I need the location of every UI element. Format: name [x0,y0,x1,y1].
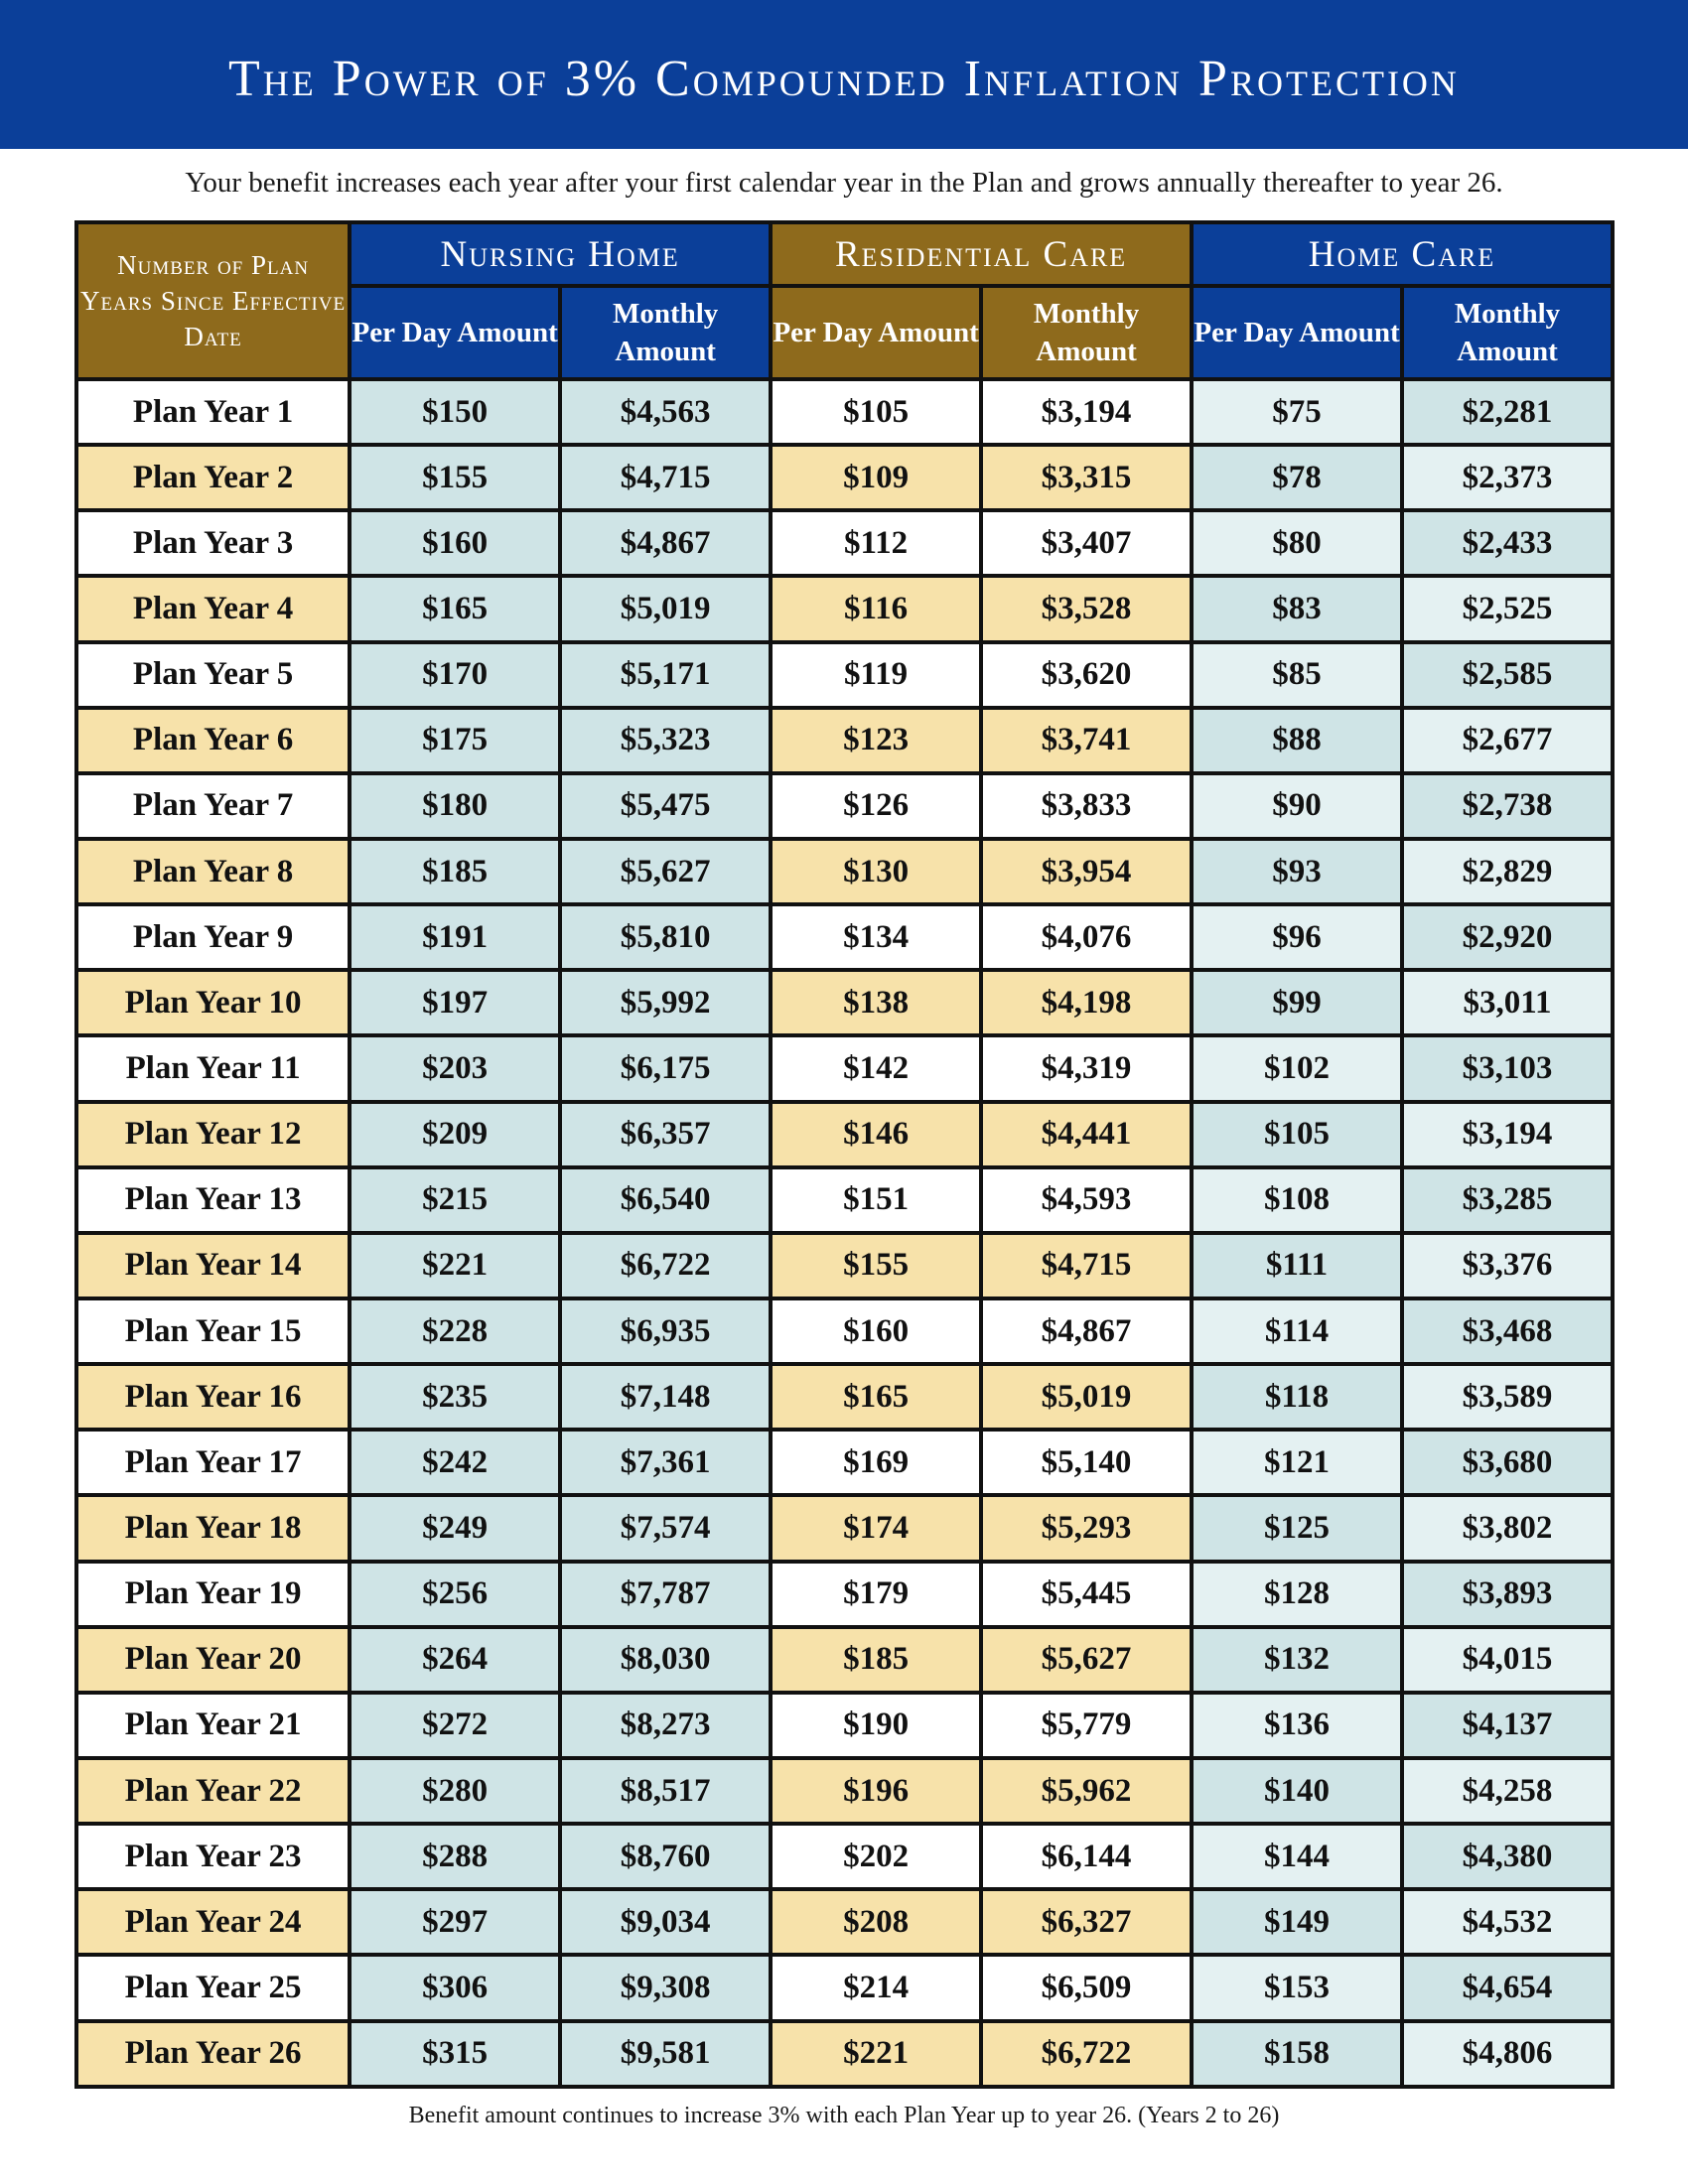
home-care-per-day-cell: $88 [1194,710,1400,771]
nursing-home-per-day-cell: $228 [352,1300,558,1362]
table-row [78,710,1611,771]
benefit-table [74,220,1615,2089]
nursing-home-per-day-cell: $221 [352,1235,558,1297]
nursing-home-monthly-cell: $8,030 [562,1629,769,1691]
plan-year-cell: Plan Year 23 [78,1826,348,1887]
residential-care-per-day-cell: $142 [773,1037,979,1099]
home-care-monthly-header: Monthly Amount [1404,288,1611,377]
table-row [78,1891,1611,1953]
home-care-per-day-cell: $132 [1194,1629,1400,1691]
plan-year-cell: Plan Year 24 [78,1891,348,1953]
home-care-monthly-cell: $4,258 [1404,1760,1611,1822]
residential-care-monthly-cell: $4,867 [983,1300,1190,1362]
nursing-home-monthly-cell: $4,563 [562,381,769,443]
home-care-per-day-header: Per Day Amount [1194,288,1400,377]
home-care-monthly-cell: $3,468 [1404,1300,1611,1362]
nursing-home-per-day-cell: $249 [352,1497,558,1559]
residential-care-per-day-cell: $112 [773,512,979,574]
page-title: The Power of 3% Compounded Inflation Protection [228,51,1460,107]
nursing-home-per-day-header: Per Day Amount [352,288,558,377]
home-care-monthly-cell: $3,103 [1404,1037,1611,1099]
home-care-monthly-cell: $3,589 [1404,1366,1611,1428]
nursing-home-per-day-cell: $160 [352,512,558,574]
residential-care-per-day-cell: $126 [773,775,979,837]
residential-care-monthly-cell: $5,627 [983,1629,1190,1691]
nursing-home-monthly-cell: $7,361 [562,1432,769,1493]
table-row [78,1169,1611,1231]
residential-care-per-day-cell: $105 [773,381,979,443]
residential-care-monthly-cell: $3,407 [983,512,1190,574]
nursing-home-monthly-cell: $7,574 [562,1497,769,1559]
nursing-home-per-day-cell: $288 [352,1826,558,1887]
residential-care-per-day-cell: $155 [773,1235,979,1297]
nursing-home-monthly-cell: $8,517 [562,1760,769,1822]
nursing-home-monthly-cell: $4,867 [562,512,769,574]
home-care-monthly-cell: $3,194 [1404,1104,1611,1165]
residential-care-monthly-cell: $5,293 [983,1497,1190,1559]
nursing-home-per-day-cell: $215 [352,1169,558,1231]
home-care-monthly-cell: $2,433 [1404,512,1611,574]
residential-care-per-day-cell: $165 [773,1366,979,1428]
plan-year-cell: Plan Year 16 [78,1366,348,1428]
nursing-home-monthly-cell: $5,171 [562,644,769,706]
home-care-monthly-cell: $3,893 [1404,1564,1611,1625]
nursing-home-monthly-cell: $5,810 [562,906,769,968]
home-care-per-day-cell: $136 [1194,1695,1400,1756]
nursing-home-per-day-cell: $256 [352,1564,558,1625]
table-row [78,1104,1611,1165]
residential-care-monthly-cell: $4,076 [983,906,1190,968]
residential-care-monthly-cell: $4,715 [983,1235,1190,1297]
nursing-home-monthly-cell: $8,273 [562,1695,769,1756]
home-care-monthly-cell: $2,920 [1404,906,1611,968]
home-care-monthly-cell: $4,532 [1404,1891,1611,1953]
plan-year-cell: Plan Year 12 [78,1104,348,1165]
title-banner [0,0,1688,149]
plan-year-cell: Plan Year 11 [78,1037,348,1099]
nursing-home-monthly-cell: $6,540 [562,1169,769,1231]
plan-year-cell: Plan Year 21 [78,1695,348,1756]
nursing-home-per-day-cell: $175 [352,710,558,771]
residential-care-monthly-cell: $6,327 [983,1891,1190,1953]
plan-year-cell: Plan Year 2 [78,447,348,508]
nursing-home-per-day-cell: $191 [352,906,558,968]
residential-care-monthly-cell: $4,319 [983,1037,1190,1099]
table-row [78,1760,1611,1822]
table-row [78,1826,1611,1887]
residential-care-per-day-cell: $134 [773,906,979,968]
nursing-home-monthly-cell: $6,722 [562,1235,769,1297]
home-care-monthly-cell: $3,011 [1404,972,1611,1033]
home-care-per-day-cell: $90 [1194,775,1400,837]
table-row [78,1366,1611,1428]
home-care-monthly-cell: $4,654 [1404,1957,1611,2018]
home-care-per-day-cell: $144 [1194,1826,1400,1887]
residential-care-per-day-cell: $151 [773,1169,979,1231]
plan-year-cell: Plan Year 20 [78,1629,348,1691]
table-row [78,644,1611,706]
plan-year-cell: Plan Year 6 [78,710,348,771]
nursing-home-per-day-cell: $306 [352,1957,558,2018]
home-care-per-day-cell: $114 [1194,1300,1400,1362]
home-care-per-day-cell: $121 [1194,1432,1400,1493]
home-care-per-day-cell: $78 [1194,447,1400,508]
table-row [78,2023,1611,2085]
home-care-per-day-cell: $105 [1194,1104,1400,1165]
home-care-monthly-cell: $3,802 [1404,1497,1611,1559]
residential-care-monthly-cell: $5,779 [983,1695,1190,1756]
residential-care-monthly-cell: $3,954 [983,841,1190,902]
nursing-home-monthly-cell: $6,357 [562,1104,769,1165]
plan-year-cell: Plan Year 8 [78,841,348,902]
residential-care-monthly-cell: $4,198 [983,972,1190,1033]
home-care-monthly-cell: $2,525 [1404,578,1611,639]
home-care-per-day-cell: $111 [1194,1235,1400,1297]
nursing-home-per-day-cell: $180 [352,775,558,837]
plan-year-cell: Plan Year 5 [78,644,348,706]
plan-year-cell: Plan Year 7 [78,775,348,837]
home-care-per-day-cell: $80 [1194,512,1400,574]
nursing-home-monthly-cell: $9,034 [562,1891,769,1953]
home-care-header: Home Care [1194,224,1611,284]
residential-care-header: Residential Care [773,224,1190,284]
plan-year-cell: Plan Year 9 [78,906,348,968]
residential-care-monthly-header: Monthly Amount [983,288,1190,377]
residential-care-per-day-cell: $214 [773,1957,979,2018]
nursing-home-monthly-cell: $5,019 [562,578,769,639]
nursing-home-monthly-cell: $9,581 [562,2023,769,2085]
nursing-home-per-day-cell: $272 [352,1695,558,1756]
plan-year-cell: Plan Year 14 [78,1235,348,1297]
table-row [78,775,1611,837]
residential-care-monthly-cell: $6,509 [983,1957,1190,2018]
plan-year-cell: Plan Year 25 [78,1957,348,2018]
home-care-per-day-cell: $158 [1194,2023,1400,2085]
table-row [78,1497,1611,1559]
home-care-per-day-cell: $149 [1194,1891,1400,1953]
home-care-per-day-cell: $140 [1194,1760,1400,1822]
home-care-monthly-cell: $3,376 [1404,1235,1611,1297]
residential-care-monthly-cell: $5,019 [983,1366,1190,1428]
nursing-home-per-day-cell: $264 [352,1629,558,1691]
residential-care-per-day-cell: $109 [773,447,979,508]
nursing-home-monthly-cell: $5,627 [562,841,769,902]
home-care-monthly-cell: $3,285 [1404,1169,1611,1231]
residential-care-per-day-cell: $174 [773,1497,979,1559]
residential-care-per-day-cell: $221 [773,2023,979,2085]
plan-year-cell: Plan Year 18 [78,1497,348,1559]
nursing-home-monthly-cell: $5,475 [562,775,769,837]
page-subtitle: Your benefit increases each year after your first calendar year in the Plan and grows annually thereafter to year 26. [185,167,1503,199]
residential-care-monthly-cell: $5,962 [983,1760,1190,1822]
table-row [78,578,1611,639]
residential-care-monthly-cell: $3,833 [983,775,1190,837]
plan-year-cell: Plan Year 17 [78,1432,348,1493]
table-row [78,1235,1611,1297]
home-care-per-day-cell: $85 [1194,644,1400,706]
home-care-monthly-cell: $4,137 [1404,1695,1611,1756]
nursing-home-monthly-cell: $6,175 [562,1037,769,1099]
home-care-per-day-cell: $128 [1194,1564,1400,1625]
plan-years-column-header: Number of Plan Years Since Effective Date [78,224,348,377]
residential-care-per-day-cell: $208 [773,1891,979,1953]
home-care-per-day-cell: $102 [1194,1037,1400,1099]
residential-care-per-day-header: Per Day Amount [773,288,979,377]
home-care-monthly-cell: $4,380 [1404,1826,1611,1887]
home-care-per-day-cell: $125 [1194,1497,1400,1559]
home-care-monthly-cell: $2,829 [1404,841,1611,902]
plan-year-cell: Plan Year 15 [78,1300,348,1362]
nursing-home-monthly-cell: $4,715 [562,447,769,508]
plan-year-cell: Plan Year 1 [78,381,348,443]
nursing-home-per-day-cell: $209 [352,1104,558,1165]
home-care-monthly-cell: $4,806 [1404,2023,1611,2085]
table-row [78,1629,1611,1691]
residential-care-per-day-cell: $160 [773,1300,979,1362]
nursing-home-monthly-cell: $8,760 [562,1826,769,1887]
residential-care-per-day-cell: $138 [773,972,979,1033]
home-care-monthly-cell: $2,585 [1404,644,1611,706]
home-care-monthly-cell: $3,680 [1404,1432,1611,1493]
nursing-home-per-day-cell: $185 [352,841,558,902]
nursing-home-header: Nursing Home [352,224,769,284]
plan-year-cell: Plan Year 4 [78,578,348,639]
residential-care-monthly-cell: $3,741 [983,710,1190,771]
home-care-per-day-cell: $153 [1194,1957,1400,2018]
home-care-monthly-cell: $2,677 [1404,710,1611,771]
residential-care-monthly-cell: $3,528 [983,578,1190,639]
residential-care-monthly-cell: $3,315 [983,447,1190,508]
residential-care-monthly-cell: $4,441 [983,1104,1190,1165]
nursing-home-per-day-cell: $235 [352,1366,558,1428]
plan-year-cell: Plan Year 22 [78,1760,348,1822]
nursing-home-per-day-cell: $297 [352,1891,558,1953]
plan-year-cell: Plan Year 13 [78,1169,348,1231]
nursing-home-per-day-cell: $315 [352,2023,558,2085]
table-row [78,1957,1611,2018]
home-care-per-day-cell: $108 [1194,1169,1400,1231]
table-row [78,1432,1611,1493]
table-row [78,512,1611,574]
nursing-home-monthly-cell: $6,935 [562,1300,769,1362]
home-care-monthly-cell: $2,281 [1404,381,1611,443]
nursing-home-per-day-cell: $197 [352,972,558,1033]
table-row [78,381,1611,443]
nursing-home-per-day-cell: $280 [352,1760,558,1822]
table-row [78,841,1611,902]
residential-care-per-day-cell: $119 [773,644,979,706]
home-care-per-day-cell: $99 [1194,972,1400,1033]
plan-year-cell: Plan Year 3 [78,512,348,574]
nursing-home-monthly-cell: $7,787 [562,1564,769,1625]
plan-year-cell: Plan Year 10 [78,972,348,1033]
residential-care-monthly-cell: $6,144 [983,1826,1190,1887]
residential-care-per-day-cell: $185 [773,1629,979,1691]
table-row [78,972,1611,1033]
home-care-monthly-cell: $2,738 [1404,775,1611,837]
residential-care-per-day-cell: $130 [773,841,979,902]
home-care-per-day-cell: $96 [1194,906,1400,968]
home-care-monthly-cell: $4,015 [1404,1629,1611,1691]
residential-care-per-day-cell: $169 [773,1432,979,1493]
nursing-home-monthly-cell: $9,308 [562,1957,769,2018]
table-row [78,1695,1611,1756]
home-care-per-day-cell: $118 [1194,1366,1400,1428]
residential-care-monthly-cell: $6,722 [983,2023,1190,2085]
table-row [78,447,1611,508]
home-care-per-day-cell: $93 [1194,841,1400,902]
nursing-home-monthly-cell: $5,992 [562,972,769,1033]
nursing-home-per-day-cell: $242 [352,1432,558,1493]
home-care-per-day-cell: $83 [1194,578,1400,639]
residential-care-monthly-cell: $5,445 [983,1564,1190,1625]
residential-care-per-day-cell: $202 [773,1826,979,1887]
plan-year-cell: Plan Year 26 [78,2023,348,2085]
plan-year-cell: Plan Year 19 [78,1564,348,1625]
home-care-per-day-cell: $75 [1194,381,1400,443]
nursing-home-per-day-cell: $150 [352,381,558,443]
footnote: Benefit amount continues to increase 3% with each Plan Year up to year 26. (Years 2 to 26) [408,2103,1280,2128]
residential-care-monthly-cell: $5,140 [983,1432,1190,1493]
table-row [78,1564,1611,1625]
nursing-home-per-day-cell: $170 [352,644,558,706]
residential-care-per-day-cell: $116 [773,578,979,639]
residential-care-per-day-cell: $146 [773,1104,979,1165]
residential-care-per-day-cell: $123 [773,710,979,771]
nursing-home-per-day-cell: $165 [352,578,558,639]
home-care-monthly-cell: $2,373 [1404,447,1611,508]
residential-care-per-day-cell: $179 [773,1564,979,1625]
residential-care-monthly-cell: $4,593 [983,1169,1190,1231]
nursing-home-monthly-cell: $5,323 [562,710,769,771]
nursing-home-per-day-cell: $203 [352,1037,558,1099]
table-row [78,1300,1611,1362]
residential-care-per-day-cell: $196 [773,1760,979,1822]
residential-care-monthly-cell: $3,194 [983,381,1190,443]
table-row [78,1037,1611,1099]
benefit-table-frame [74,220,1615,2089]
residential-care-per-day-cell: $190 [773,1695,979,1756]
nursing-home-per-day-cell: $155 [352,447,558,508]
nursing-home-monthly-header: Monthly Amount [562,288,769,377]
nursing-home-monthly-cell: $7,148 [562,1366,769,1428]
residential-care-monthly-cell: $3,620 [983,644,1190,706]
table-row [78,906,1611,968]
